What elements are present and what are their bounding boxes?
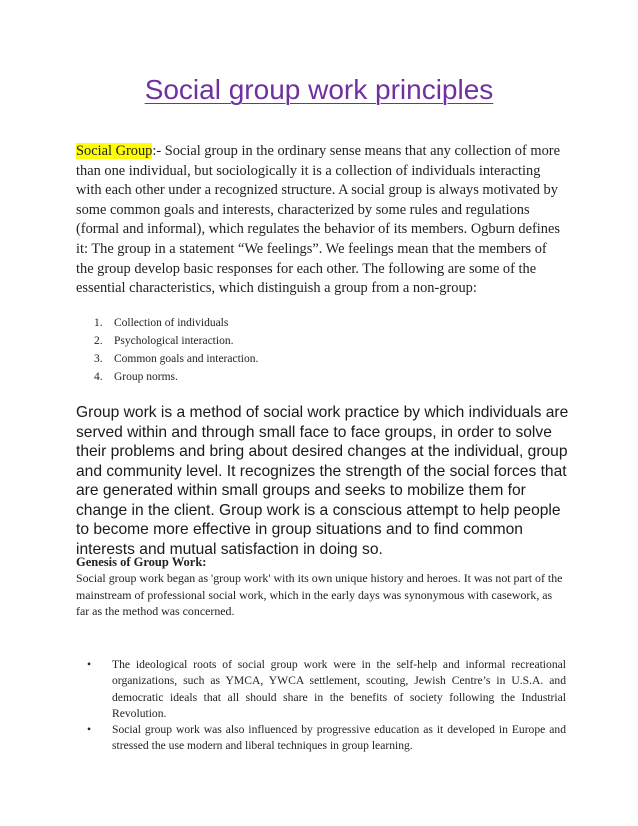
- bullet-item: [86, 657, 566, 722]
- list-number: 3.: [94, 353, 103, 365]
- list-item-text: Common goals and interaction.: [114, 353, 259, 365]
- group-work-paragraph: Group work is a method of social work practice by which individuals are served within and through small face to face groups, in order to solve their problems and bring about desired changes at the individual, group and community level. It recognizes the strength of the social forces that are generated within small groups and seeks to mobilize them for change in the client. Group work is a conscious attempt to help people to become more effective in group situations and to find common interests and mutual satisfaction in doing so.: [76, 404, 569, 558]
- intro-text: :- Social group in the ordinary sense means that any collection of more than one individual, but sociologically it is a collection of individuals interacting with each other under a recognized structure. A social group is always motivated by some common goals and interests, characterized by some rules and regulations (formal and informal), which regulates the behavior of its members. Ogburn defines it: The group in a statement “We feelings”. We feelings mean that the members of the group develop basic responses for each other. The following are some of the essential characteristics, which distinguish a group from a non-group:: [76, 143, 560, 297]
- bullet-item: [86, 722, 566, 755]
- bullet-list: [86, 657, 566, 755]
- list-item: [94, 332, 258, 350]
- list-item: [94, 314, 258, 332]
- list-item: [94, 350, 258, 368]
- list-item-text: Psychological interaction.: [114, 335, 234, 347]
- intro-paragraph: [76, 142, 566, 299]
- page-title: Social group work principles: [144, 74, 494, 105]
- bullet-icon: •: [87, 723, 92, 737]
- list-number: 4.: [94, 371, 103, 383]
- genesis-paragraph: Social group work began as 'group work' with its own unique history and heroes. It was not part of the mainstream of professional social work, which in the early days was synonymous with casework, as far as the method was concerned.: [76, 571, 563, 618]
- list-number: 2.: [94, 335, 103, 347]
- list-item-text: Group norms.: [114, 371, 178, 383]
- list-item-text: Collection of individuals: [114, 317, 229, 329]
- bullet-icon: •: [87, 658, 92, 671]
- list-number: 1.: [94, 317, 103, 329]
- list-item: [94, 368, 258, 386]
- genesis-heading: Genesis of Group Work:: [76, 555, 207, 569]
- highlighted-term: Social Group: [76, 143, 153, 159]
- bullet-text: Social group work was also influenced by progressive education as it developed in Europe and stressed the use modern and liberal techniques in group learning.: [112, 723, 566, 753]
- bullet-text: The ideological roots of social group work were in the self-help and informal recreational organizations, such as YMCA, YWCA settlement, scouting, Jewish Centre’s in U.S.A. and democratic ideals that all should share in the benefits of society following the Industrial Revolution.: [112, 658, 566, 720]
- characteristics-list: [94, 314, 258, 386]
